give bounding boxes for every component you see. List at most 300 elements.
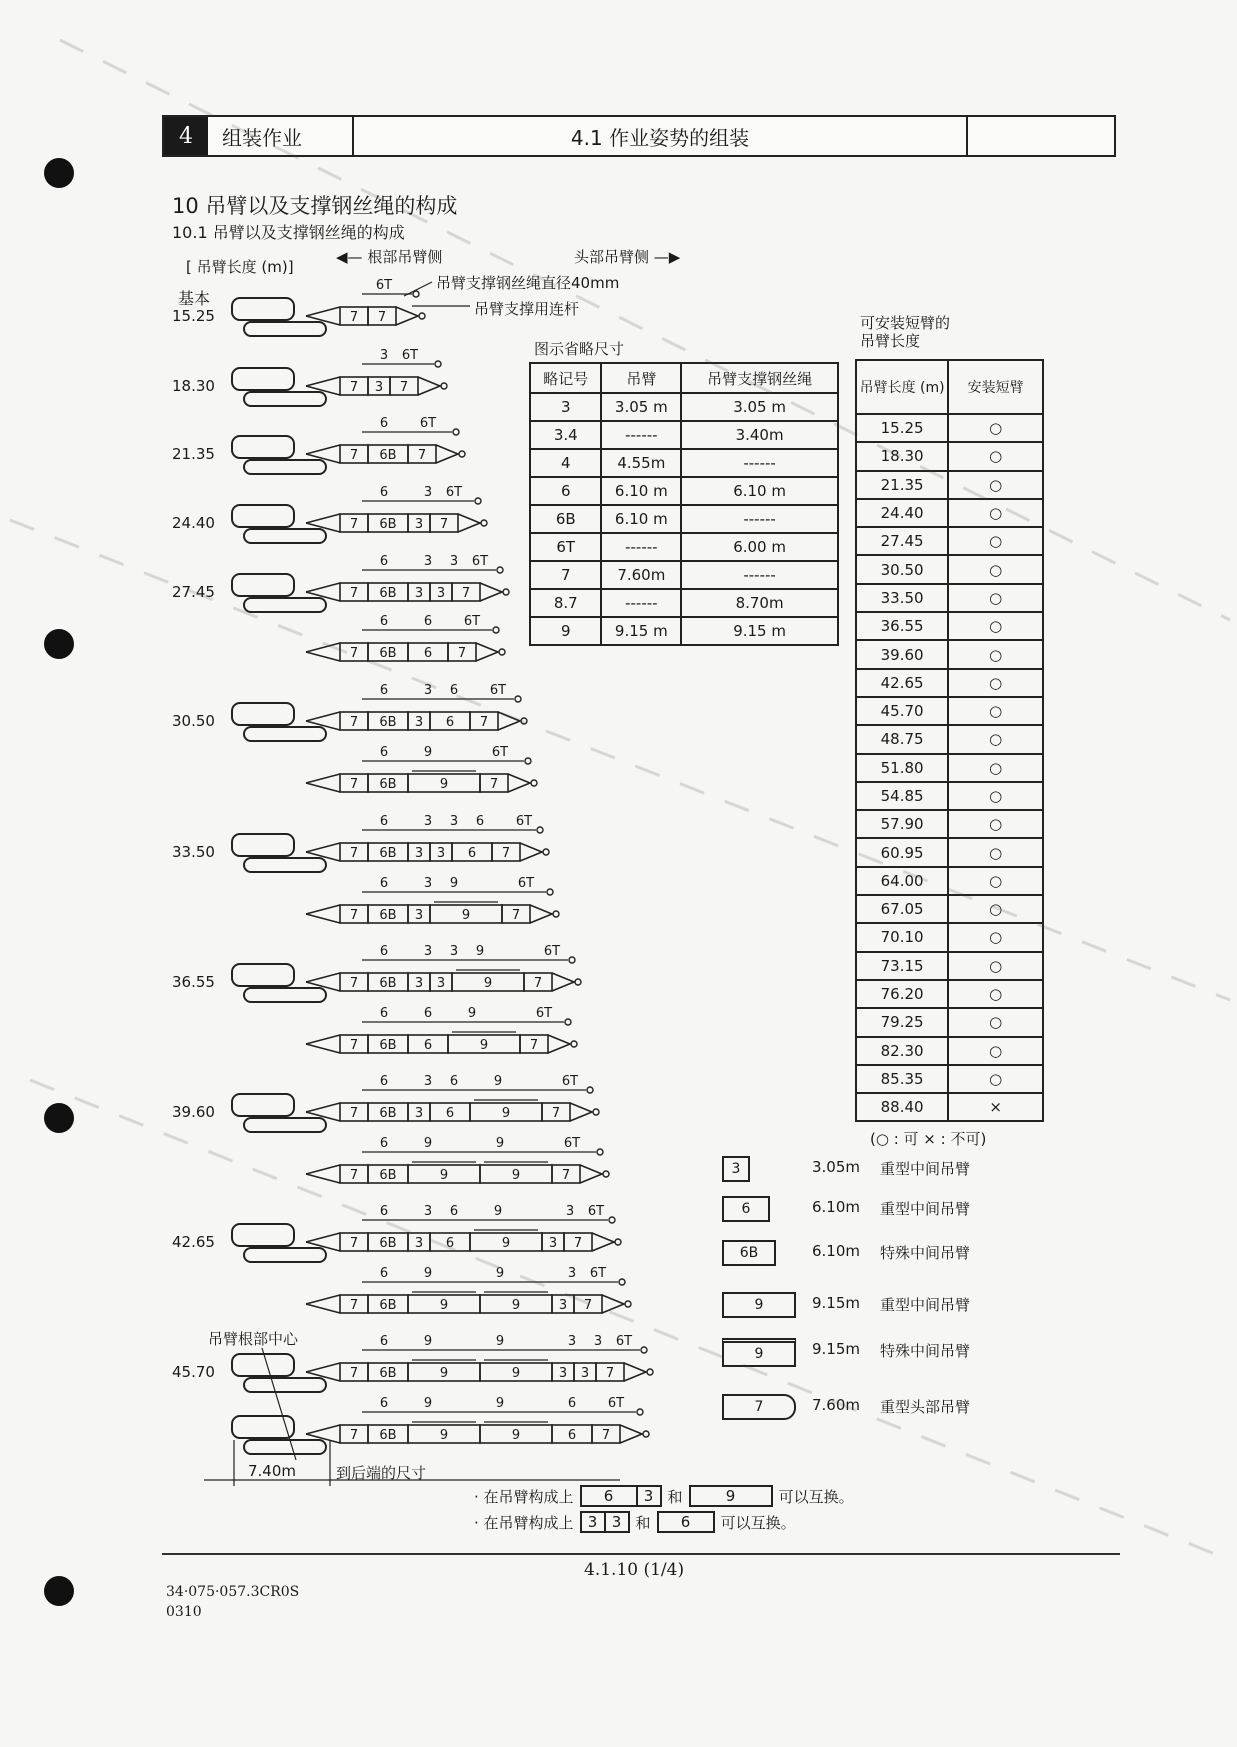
boom-segment-label: 3 — [374, 380, 384, 395]
chapter-number: 4 — [164, 117, 208, 155]
boom-segment-label: 7 — [349, 1168, 359, 1183]
legend-symbol: 9 — [722, 1292, 796, 1318]
rope-segment-label: 6T — [375, 278, 393, 293]
jib-cell-length: 67.05 — [856, 895, 948, 923]
rope-end-icon — [515, 696, 521, 702]
boom-segment-label: 3 — [414, 1236, 424, 1251]
abbrev-header-boom: 吊臂 — [601, 363, 681, 393]
crane-cab-icon — [232, 436, 294, 458]
legend-description: 重型中间吊臂 — [880, 1160, 971, 1178]
crane-track-icon — [244, 392, 326, 406]
boom-config-row — [306, 1006, 577, 1053]
jib-row — [856, 471, 1043, 499]
boom-segment-label: 3 — [414, 1106, 424, 1121]
rope-segment-label: 9 — [449, 876, 459, 891]
rope-segment-label: 3 — [423, 554, 433, 569]
abbrev-cell-rope: 3.05 m — [681, 393, 838, 421]
boom-segment-label: 7 — [511, 908, 521, 923]
boom-head-tip — [620, 1425, 642, 1443]
rope-segment-label: 6 — [379, 1334, 389, 1349]
abbrev-cell-symbol: 4 — [530, 449, 601, 477]
rope-label: 吊臂支撑钢丝绳直径40mm — [436, 274, 620, 292]
jib-cell-length: 21.35 — [856, 471, 948, 499]
crane-track-icon — [244, 727, 326, 741]
crane-cab-icon — [232, 505, 294, 527]
boom-head-tip — [570, 1103, 592, 1121]
rope-segment-label: 6 — [449, 1204, 459, 1219]
rope-segment-label: 3 — [379, 348, 389, 363]
rod-label: 吊臂支撑用连杆 — [474, 300, 580, 318]
legend-symbol: 3 — [722, 1156, 750, 1182]
abbrev-cell-symbol: 3 — [530, 393, 601, 421]
jib-cell-availability: ○ — [948, 527, 1043, 555]
abbrev-cell-rope: ------ — [681, 505, 838, 533]
jib-row — [856, 952, 1043, 980]
boom-segment-label: 3 — [580, 1366, 590, 1381]
rope-end-icon — [637, 1409, 643, 1415]
rope-segment-label: 6T — [543, 944, 561, 959]
crane-cab-icon — [232, 1354, 294, 1376]
jib-row — [856, 1008, 1043, 1036]
boom-length-label: 39.60 — [172, 1103, 215, 1121]
abbrev-table-caption: 图示省略尺寸 — [534, 340, 625, 358]
rope-segment-label: 6T — [587, 1204, 605, 1219]
punch-hole-4 — [44, 1576, 74, 1606]
jib-row — [856, 555, 1043, 583]
jib-cell-length: 82.30 — [856, 1037, 948, 1065]
boom-segment-label: 6B — [379, 908, 397, 923]
rope-segment-label: 3 — [449, 814, 459, 829]
jib-cell-availability: ○ — [948, 810, 1043, 838]
note-1-box-c: 9 — [689, 1485, 773, 1507]
jib-cell-availability: ○ — [948, 471, 1043, 499]
boom-segment-label: 3 — [414, 908, 424, 923]
boom-segment-label: 6B — [379, 1038, 397, 1053]
rope-segment-label: 6T — [607, 1396, 625, 1411]
boom-head-tip — [458, 514, 480, 532]
jib-cell-availability: ○ — [948, 1008, 1043, 1036]
rope-segment-label: 9 — [467, 1006, 477, 1021]
boom-segment-label: 9 — [439, 1298, 449, 1313]
boom-segment-label: 6B — [379, 586, 397, 601]
abbrev-cell-rope: ------ — [681, 449, 838, 477]
rope-segment-label: 6 — [379, 1204, 389, 1219]
rope-segment-label: 3 — [449, 554, 459, 569]
abbrev-cell-boom: 6.10 m — [601, 477, 681, 505]
rope-segment-label: 6T — [589, 1266, 607, 1281]
abbrev-cell-symbol: 8.7 — [530, 589, 601, 617]
boom-configuration-diagram — [0, 0, 680, 1500]
abbreviation-table — [529, 362, 839, 646]
boom-base-taper — [306, 1295, 340, 1313]
rope-segment-label: 6 — [379, 614, 389, 629]
rope-segment-label: 9 — [495, 1266, 505, 1281]
rope-end-icon — [475, 498, 481, 504]
boom-config-row — [172, 485, 487, 543]
arrow-left-icon: ◀— — [336, 248, 363, 266]
boom-segment-label: 6B — [379, 646, 397, 661]
rope-segment-label: 3 — [423, 1074, 433, 1089]
abbrev-cell-rope: ------ — [681, 561, 838, 589]
rope-segment-label: 3 — [449, 944, 459, 959]
jib-cell-availability: × — [948, 1093, 1043, 1121]
boom-length-label: 36.55 — [172, 973, 215, 991]
rope-segment-label: 3 — [423, 876, 433, 891]
jib-cell-availability: ○ — [948, 754, 1043, 782]
rope-segment-label: 6 — [423, 614, 433, 629]
rope-segment-label: 3 — [423, 944, 433, 959]
jib-row — [856, 754, 1043, 782]
rope-segment-label: 6T — [489, 683, 507, 698]
rope-end-icon — [569, 957, 575, 963]
rope-segment-label: 6 — [379, 1006, 389, 1021]
legend-description: 重型中间吊臂 — [880, 1200, 971, 1218]
legend-size: 3.05m — [812, 1158, 861, 1176]
jib-row — [856, 584, 1043, 612]
jib-cell-length: 36.55 — [856, 612, 948, 640]
boom-segment-label: 3 — [414, 586, 424, 601]
jib-cell-length: 79.25 — [856, 1008, 948, 1036]
boom-head-tip — [602, 1295, 624, 1313]
boom-segment-label: 3 — [436, 846, 446, 861]
note-1 — [474, 1485, 854, 1507]
boom-segment-label: 6B — [379, 1428, 397, 1443]
footer-rule — [162, 1553, 1120, 1555]
jib-table — [855, 359, 1044, 1122]
boom-segment-label: 7 — [551, 1106, 561, 1121]
rope-segment-label: 6 — [379, 1266, 389, 1281]
rope-segment-label: 9 — [423, 1334, 433, 1349]
abbrev-cell-rope: 8.70m — [681, 589, 838, 617]
note-2-a: 3 — [582, 1513, 606, 1531]
rope-segment-label: 3 — [567, 1266, 577, 1281]
note-1-suffix: 可以互换。 — [778, 1487, 854, 1506]
boom-segment-label: 3 — [436, 586, 446, 601]
boom-length-label: 21.35 — [172, 445, 215, 463]
rope-end-icon — [525, 758, 531, 764]
rope-segment-label: 6 — [379, 876, 389, 891]
note-2-suffix: 可以互换。 — [720, 1513, 796, 1532]
jib-row — [856, 725, 1043, 753]
note-2 — [474, 1511, 796, 1533]
rope-segment-label: 6T — [615, 1334, 633, 1349]
boom-config-row — [232, 1396, 649, 1454]
jib-cell-availability: ○ — [948, 669, 1043, 697]
rope-segment-label: 9 — [495, 1136, 505, 1151]
boom-segment-label: 6B — [379, 1168, 397, 1183]
rope-end-icon — [453, 429, 459, 435]
crane-cab-icon — [232, 834, 294, 856]
jib-table-note: (○ : 可 × : 不可) — [870, 1130, 987, 1148]
boom-config-row — [172, 814, 549, 872]
boom-segment-label: 6 — [567, 1428, 577, 1443]
abbrev-cell-rope: 6.10 m — [681, 477, 838, 505]
rope-segment-label: 3 — [423, 814, 433, 829]
crane-cab-icon — [232, 298, 294, 320]
jib-cell-length: 18.30 — [856, 442, 948, 470]
rope-segment-label: 6T — [535, 1006, 553, 1021]
boom-segment-label: 7 — [349, 777, 359, 792]
crane-cab-icon — [232, 1224, 294, 1246]
rope-segment-label: 6T — [471, 554, 489, 569]
boom-segment-label: 7 — [479, 715, 489, 730]
crane-track-icon — [244, 1248, 326, 1262]
abbrev-row — [530, 561, 838, 589]
jib-cell-availability: ○ — [948, 414, 1043, 442]
crane-cab-icon — [232, 1416, 294, 1438]
boom-config-row — [306, 614, 505, 661]
boom-length-label: 30.50 — [172, 712, 215, 730]
boom-segment-label: 6B — [379, 715, 397, 730]
abbrev-cell-boom: 3.05 m — [601, 393, 681, 421]
boom-segment-label: 7 — [349, 976, 359, 991]
document-code: 34·075·057.3CR0S — [166, 1584, 300, 1600]
jib-row — [856, 1093, 1043, 1121]
jib-cell-availability: ○ — [948, 923, 1043, 951]
boom-segment-label: 7 — [439, 517, 449, 532]
boom-segment-label: 7 — [561, 1168, 571, 1183]
rope-segment-label: 6 — [379, 944, 389, 959]
boom-length-label: 27.45 — [172, 583, 215, 601]
jib-cell-availability: ○ — [948, 1065, 1043, 1093]
note-2-b: 3 — [611, 1513, 622, 1531]
arrow-right-icon: —▶ — [653, 248, 681, 266]
jib-cell-availability: ○ — [948, 1037, 1043, 1065]
jib-cell-length: 42.65 — [856, 669, 948, 697]
legend-symbol: 7 — [722, 1394, 796, 1420]
legend-size: 9.15m — [812, 1340, 861, 1358]
boom-config-row — [306, 876, 559, 923]
jib-cell-length: 45.70 — [856, 697, 948, 725]
boom-length-label: 18.30 — [172, 377, 215, 395]
legend-symbol: 6 — [722, 1196, 770, 1222]
boom-head-tip — [498, 712, 520, 730]
boom-segment-label: 7 — [349, 1038, 359, 1053]
rope-leader-line — [404, 282, 432, 296]
abbrev-cell-boom: 7.60m — [601, 561, 681, 589]
legend-symbol: 6B — [722, 1240, 776, 1266]
page-number: 4.1.10 (1/4) — [584, 1560, 685, 1580]
boom-segment-label: 3 — [414, 715, 424, 730]
boom-segment-label: 7 — [349, 1366, 359, 1381]
boom-segment-label: 6B — [379, 517, 397, 532]
crane-track-icon — [244, 1118, 326, 1132]
crane-cab-icon — [232, 964, 294, 986]
boom-head-tip — [548, 1035, 570, 1053]
boom-base-taper — [306, 1165, 340, 1183]
abbrev-cell-boom: ------ — [601, 421, 681, 449]
boom-segment-label: 3 — [414, 517, 424, 532]
boom-config-row — [172, 1074, 599, 1132]
boom-segment-label: 7 — [461, 586, 471, 601]
rope-segment-label: 6 — [423, 1006, 433, 1021]
boom-segment-label: 7 — [583, 1298, 593, 1313]
jib-row — [856, 923, 1043, 951]
jib-cell-length: 64.00 — [856, 867, 948, 895]
boom-base-taper — [306, 643, 340, 661]
abbrev-row — [530, 533, 838, 561]
rope-end-icon — [609, 1217, 615, 1223]
crane-track-icon — [244, 1440, 326, 1454]
abbrev-cell-rope: 6.00 m — [681, 533, 838, 561]
abbrev-cell-boom: 9.15 m — [601, 617, 681, 645]
jib-row — [856, 867, 1043, 895]
boom-segment-label: 7 — [573, 1236, 583, 1251]
boom-config-row — [172, 554, 509, 612]
jib-header-length: 吊臂长度 (m) — [856, 360, 948, 414]
note-1-and: 和 — [667, 1487, 683, 1506]
legend-size: 9.15m — [812, 1294, 861, 1312]
boom-config-row — [306, 745, 537, 792]
rope-end-icon — [619, 1279, 625, 1285]
abbrev-cell-symbol: 6T — [530, 533, 601, 561]
jib-cell-availability: ○ — [948, 867, 1043, 895]
boom-length-label: 15.25 — [172, 307, 215, 325]
abbrev-header-rope: 吊臂支撑钢丝绳 — [681, 363, 838, 393]
rope-segment-label: 9 — [423, 745, 433, 760]
crane-track-icon — [244, 529, 326, 543]
rope-segment-label: 9 — [423, 1136, 433, 1151]
boom-segment-label: 9 — [479, 1038, 489, 1053]
jib-row — [856, 612, 1043, 640]
rear-dimension-value: 7.40m — [248, 1462, 297, 1480]
jib-row — [856, 782, 1043, 810]
boom-base-taper — [306, 1035, 340, 1053]
boom-segment-label: 9 — [511, 1168, 521, 1183]
boom-segment-label: 7 — [349, 846, 359, 861]
rope-segment-label: 6 — [379, 416, 389, 431]
jib-cell-length: 85.35 — [856, 1065, 948, 1093]
jib-cell-availability: ○ — [948, 640, 1043, 668]
boom-head-tip — [624, 1363, 646, 1381]
jib-cell-length: 27.45 — [856, 527, 948, 555]
rope-segment-label: 3 — [423, 1204, 433, 1219]
rope-segment-label: 6 — [379, 554, 389, 569]
note-2-box-a — [580, 1511, 630, 1533]
jib-table-caption-1: 可安装短臂的 — [860, 314, 951, 332]
rope-segment-label: 6 — [567, 1396, 577, 1411]
legend-description: 特殊中间吊臂 — [880, 1342, 971, 1360]
boom-segment-label: 6B — [379, 846, 397, 861]
rope-segment-label: 6 — [379, 1136, 389, 1151]
rope-segment-label: 6T — [561, 1074, 579, 1089]
abbrev-row — [530, 421, 838, 449]
rope-segment-label: 6 — [379, 814, 389, 829]
rope-end-icon — [547, 889, 553, 895]
rope-segment-label: 6T — [463, 614, 481, 629]
abbrev-row — [530, 393, 838, 421]
jib-cell-length: 15.25 — [856, 414, 948, 442]
jib-row — [856, 980, 1043, 1008]
boom-segment-label: 6 — [423, 646, 433, 661]
boom-segment-label: 7 — [417, 448, 427, 463]
abbrev-cell-symbol: 6B — [530, 505, 601, 533]
boom-segment-label: 7 — [529, 1038, 539, 1053]
note-2-prefix: · 在吊臂构成上 — [474, 1513, 574, 1532]
jib-cell-length: 70.10 — [856, 923, 948, 951]
jib-header-jib: 安装短臂 — [948, 360, 1043, 414]
boom-segment-label: 6B — [379, 1236, 397, 1251]
boom-config-row — [172, 348, 447, 406]
jib-row — [856, 669, 1043, 697]
crane-track-icon — [244, 322, 326, 336]
boom-head-tip — [530, 905, 552, 923]
boom-segment-label: 9 — [501, 1106, 511, 1121]
rope-segment-label: 9 — [423, 1266, 433, 1281]
boom-head-tip — [552, 973, 574, 991]
boom-segment-label: 6B — [379, 1106, 397, 1121]
date-code: 0310 — [166, 1604, 202, 1620]
boom-segment-label: 6 — [467, 846, 477, 861]
boom-segment-label: 3 — [414, 976, 424, 991]
boom-segment-label: 7 — [601, 1428, 611, 1443]
legend-size: 6.10m — [812, 1198, 861, 1216]
boom-segment-label: 6B — [379, 777, 397, 792]
boom-segment-label: 7 — [349, 310, 359, 325]
boom-segment-label: 9 — [461, 908, 471, 923]
crane-cab-icon — [232, 1094, 294, 1116]
boom-config-row — [172, 278, 425, 336]
rope-segment-label: 3 — [567, 1334, 577, 1349]
boom-segment-label: 9 — [511, 1298, 521, 1313]
boom-segment-label: 3 — [548, 1236, 558, 1251]
rope-end-icon — [413, 291, 419, 297]
note-1-prefix: · 在吊臂构成上 — [474, 1487, 574, 1506]
header-blank-cell — [968, 117, 1114, 155]
pivot-leader-line — [262, 1348, 296, 1460]
axis-label: [ 吊臂长度 (m)] — [186, 258, 294, 276]
boom-config-row — [172, 683, 527, 741]
jib-cell-length: 39.60 — [856, 640, 948, 668]
abbrev-cell-boom: 4.55m — [601, 449, 681, 477]
abbrev-row — [530, 477, 838, 505]
boom-segment-label: 7 — [349, 448, 359, 463]
jib-cell-availability: ○ — [948, 838, 1043, 866]
rope-segment-label: 3 — [593, 1334, 603, 1349]
rope-segment-label: 9 — [475, 944, 485, 959]
jib-cell-length: 51.80 — [856, 754, 948, 782]
jib-cell-availability: ○ — [948, 612, 1043, 640]
note-1-box-a — [580, 1485, 662, 1507]
boom-segment-label: 7 — [349, 1236, 359, 1251]
rope-segment-label: 6 — [379, 485, 389, 500]
rope-end-icon — [587, 1087, 593, 1093]
rope-segment-label: 3 — [423, 683, 433, 698]
boom-segment-label: 7 — [399, 380, 409, 395]
boom-head-tip — [520, 843, 542, 861]
jib-table-caption-2: 吊臂长度 — [860, 332, 921, 350]
boom-segment-label: 9 — [439, 1168, 449, 1183]
abbrev-header-symbol: 略记号 — [530, 363, 601, 393]
note-2-and: 和 — [635, 1513, 651, 1532]
crane-track-icon — [244, 1378, 326, 1392]
boom-segment-label: 9 — [439, 1366, 449, 1381]
jib-row — [856, 640, 1043, 668]
legend-description: 重型头部吊臂 — [880, 1398, 971, 1416]
boom-segment-label: 9 — [439, 777, 449, 792]
jib-row — [856, 527, 1043, 555]
boom-segment-label: 7 — [605, 1366, 615, 1381]
crane-track-icon — [244, 598, 326, 612]
legend-description: 重型中间吊臂 — [880, 1296, 971, 1314]
jib-row — [856, 697, 1043, 725]
rope-segment-label: 6 — [475, 814, 485, 829]
rope-segment-label: 3 — [423, 485, 433, 500]
boom-segment-label: 3 — [558, 1366, 568, 1381]
abbrev-cell-boom: ------ — [601, 589, 681, 617]
boom-head-tip — [508, 774, 530, 792]
jib-cell-availability: ○ — [948, 952, 1043, 980]
